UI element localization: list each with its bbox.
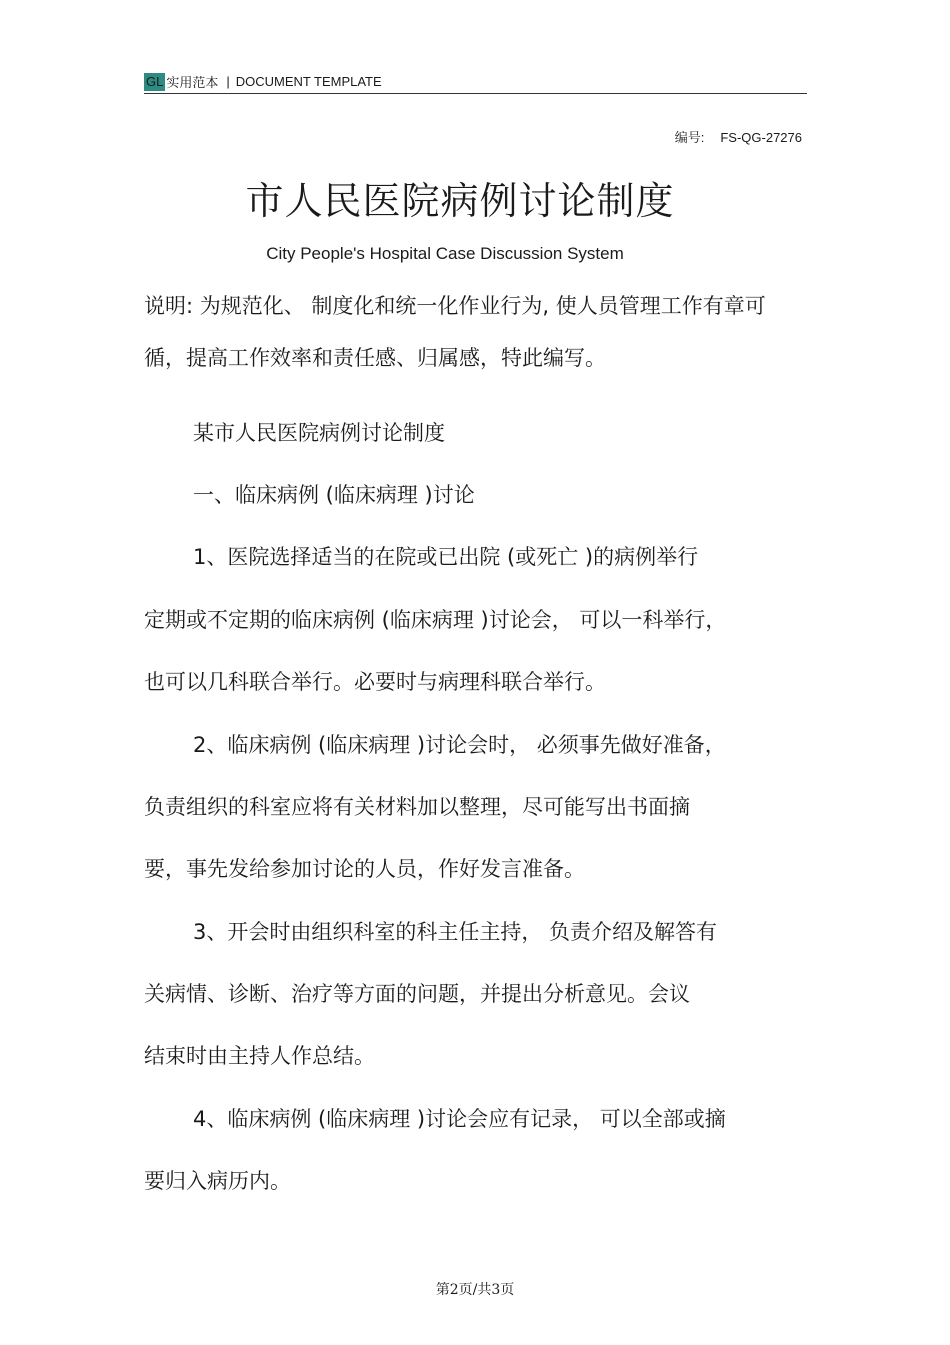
body-line: 2、临床病例 (临床病理 )讨论会时， 必须事先做好准备， [193, 733, 726, 757]
body-line: 要，事先发给参加讨论的人员，作好发言准备。 [144, 857, 585, 881]
body-line: 要归入病历内。 [144, 1169, 291, 1193]
body-line: 负责组织的科室应将有关材料加以整理，尽可能写出书面摘 [144, 795, 690, 819]
body-line: 定期或不定期的临床病例 (临床病理 )讨论会， 可以一科举行， [144, 608, 727, 632]
document-number-label: 编号: [674, 130, 705, 145]
body-line: 循，提高工作效率和责任感、归属感，特此编写。 [144, 346, 606, 370]
body-line: 关病情、诊断、治疗等方面的问题，并提出分析意见。会议 [144, 982, 690, 1006]
document-number [675, 127, 802, 146]
body-line: 1、医院选择适当的在院或已出院 (或死亡 )的病例举行 [193, 545, 699, 569]
document-number-value: FS-QG-27276 [720, 130, 802, 145]
body-line: 结束时由主持人作总结。 [144, 1044, 375, 1068]
body-line: 3、开会时由组织科室的科主任主持， 负责介绍及解答有 [193, 920, 718, 944]
body-line: 4、临床病例 (临床病理 )讨论会应有记录， 可以全部或摘 [193, 1107, 726, 1131]
header-label: DOCUMENT TEMPLATE [235, 74, 382, 89]
header-brand: 实用范本 [166, 75, 219, 90]
body-line: 一、临床病例 (临床病理 )讨论 [193, 483, 475, 507]
document-header [144, 70, 807, 94]
header-separator: | [226, 74, 230, 89]
body-line: 某市人民医院病例讨论制度 [193, 421, 445, 445]
page-footer: 第2页/共3页 [435, 1282, 515, 1298]
page-title: 市人民医院病例讨论制度 [245, 179, 675, 223]
gl-logo-badge: GL [146, 73, 164, 89]
page-subtitle: City People's Hospital Case Discussion System [266, 244, 624, 263]
body-line: 也可以几科联合举行。必要时与病理科联合举行。 [144, 670, 606, 694]
body-line: 说明: 为规范化、 制度化和统一化作业行为, 使人员管理工作有章可 [144, 294, 766, 318]
